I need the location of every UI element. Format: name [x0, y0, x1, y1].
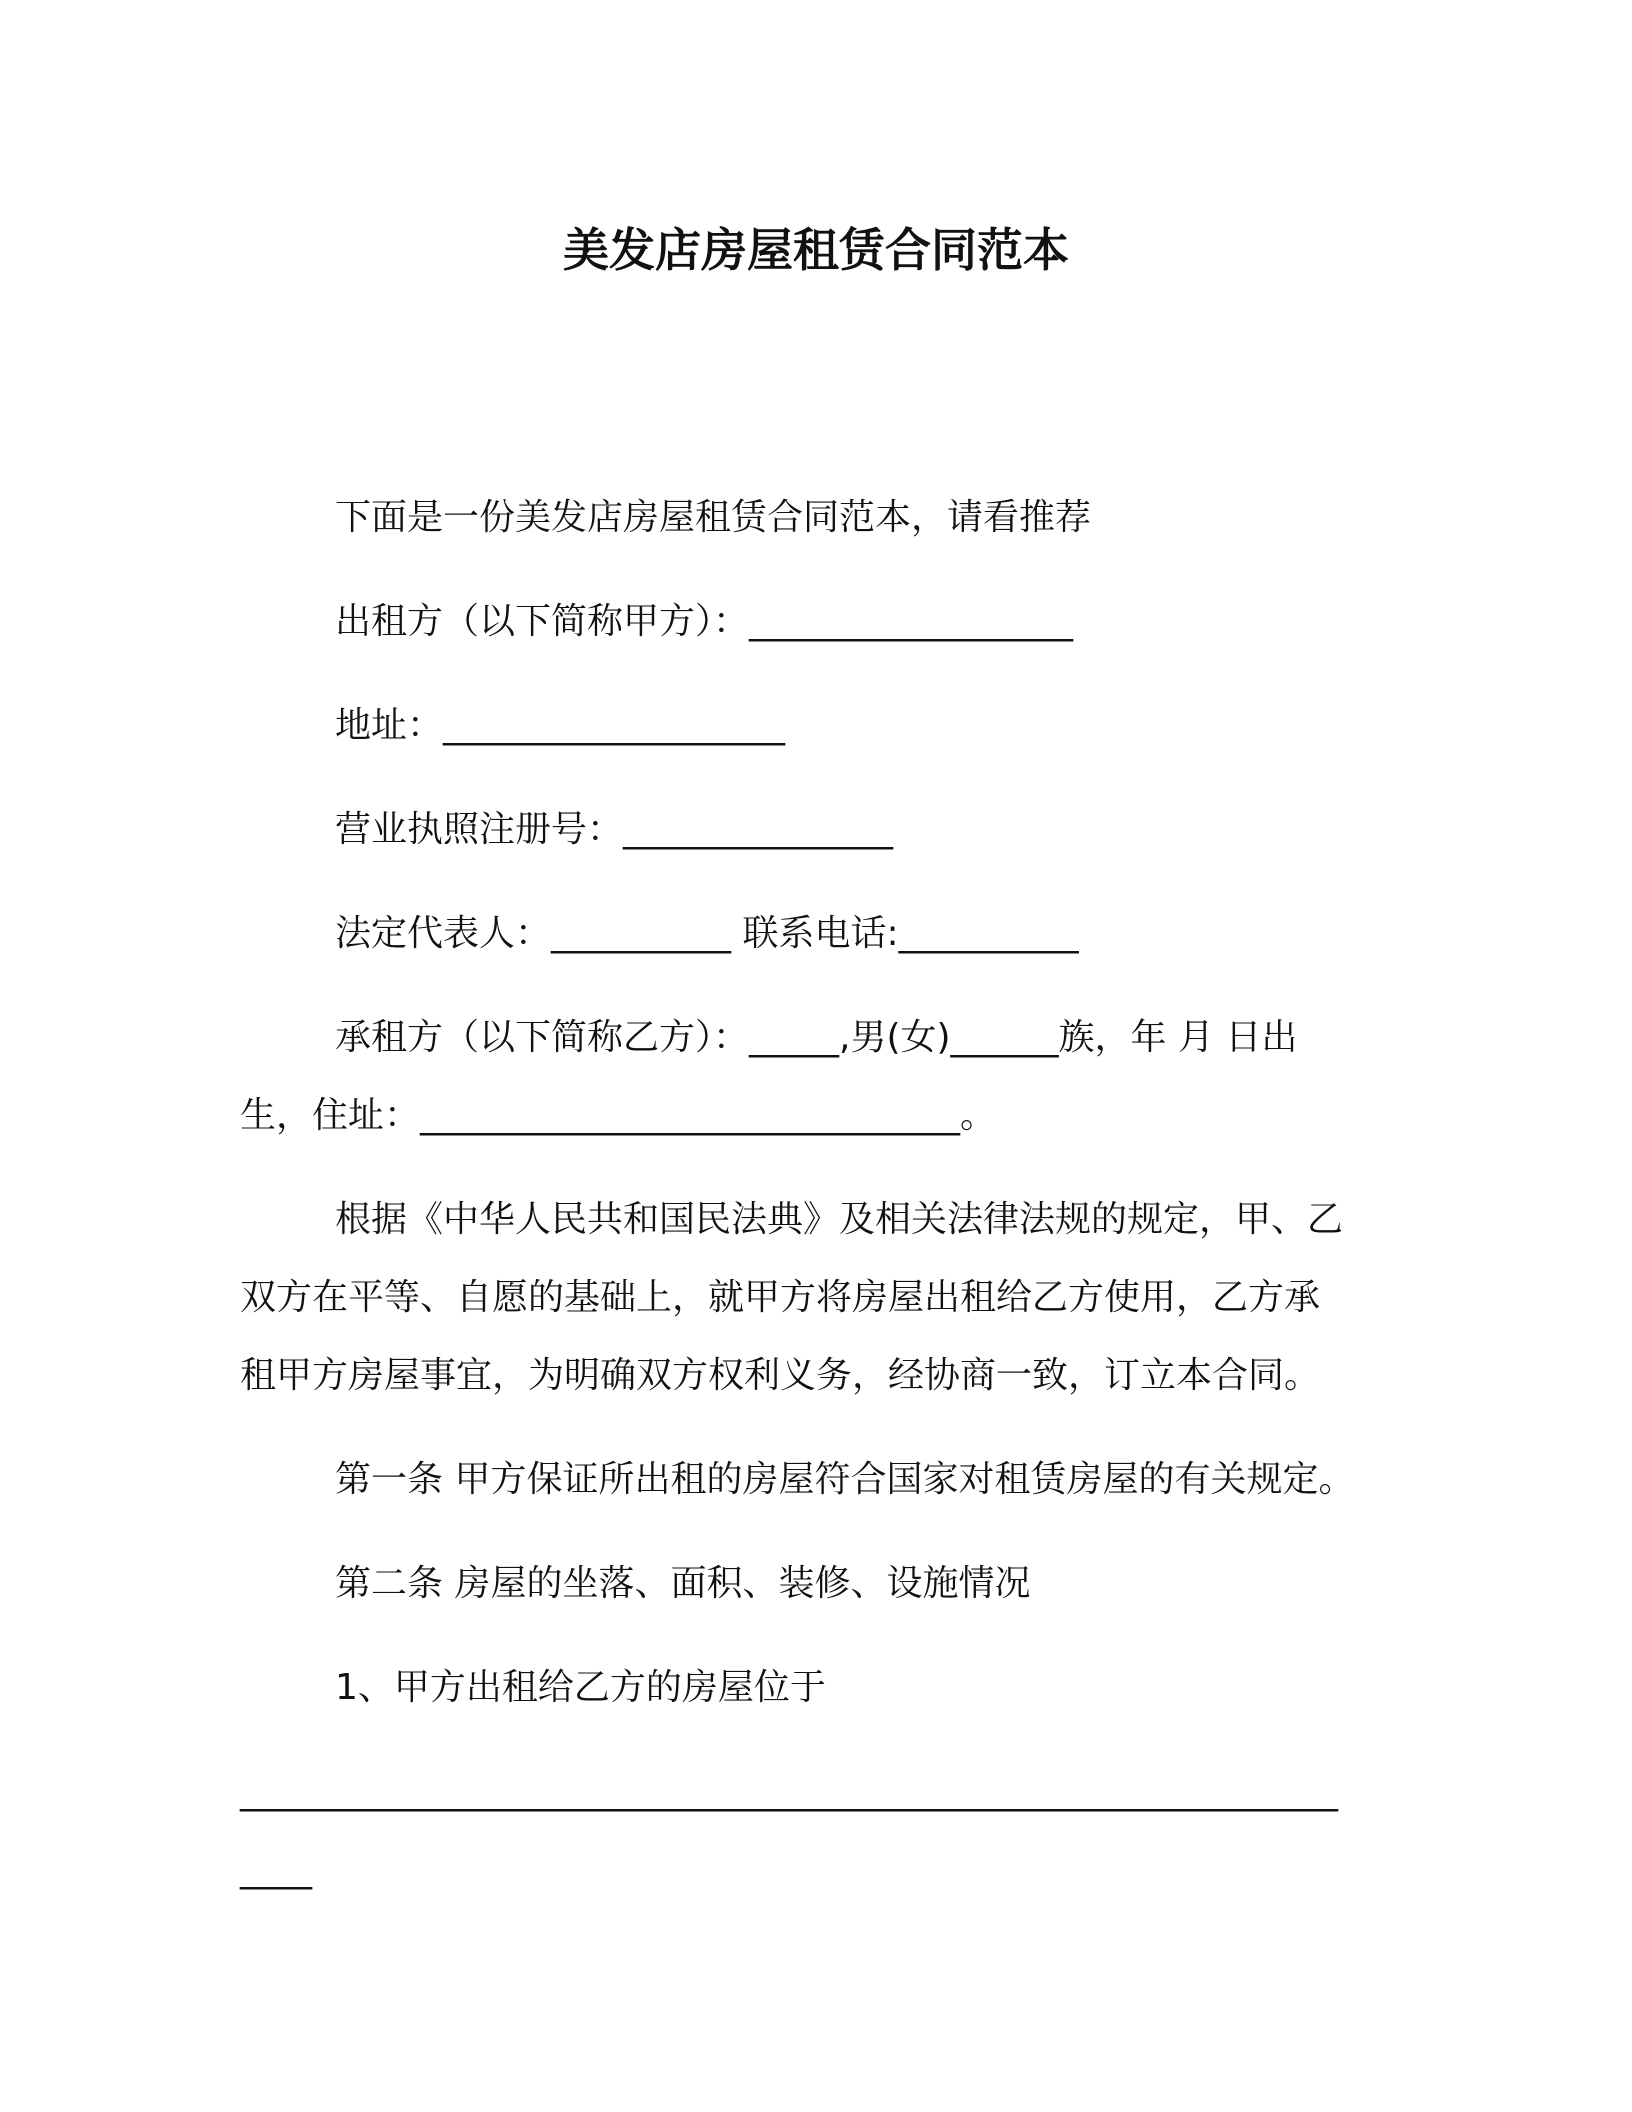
lessee-line: 承租方（以下简称乙方）：_____,男(女)______族，年 月 日出 — [335, 1017, 1298, 1058]
business-license-line: 营业执照注册号：_______________ — [335, 809, 894, 850]
document-title: 美发店房屋租赁合同范本 — [563, 223, 1069, 277]
lessor-address-line: 地址：___________________ — [335, 705, 786, 746]
lessor-line: 出租方（以下简称甲方）：__________________ — [335, 601, 1074, 642]
legal-representative-line: 法定代表人：__________ 联系电话:__________ — [335, 913, 1079, 954]
article-1-line: 第一条 甲方保证所出租的房屋符合国家对租赁房屋的有关规定。 — [335, 1459, 1355, 1500]
preamble-line-3: 租甲方房屋事宜，为明确双方权利义务，经协商一致，订立本合同。 — [240, 1355, 1321, 1396]
intro-line: 下面是一份美发店房屋租赁合同范本，请看推荐 — [335, 497, 1092, 538]
article-2-heading: 第二条 房屋的坐落、面积、装修、设施情况 — [335, 1563, 1031, 1604]
blank-line-1: _____________________________________________________________ — [240, 1771, 1338, 1812]
article-2-item-1: 1、甲方出租给乙方的房屋位于 — [335, 1667, 826, 1708]
blank-line-2: ____ — [240, 1849, 312, 1890]
preamble-line-1: 根据《中华人民共和国民法典》及相关法律法规的规定，甲、乙 — [335, 1199, 1344, 1240]
preamble-line-2: 双方在平等、自愿的基础上，就甲方将房屋出租给乙方使用，乙方承 — [240, 1277, 1321, 1318]
lessee-address-line: 生，住址：______________________________。 — [240, 1095, 997, 1136]
